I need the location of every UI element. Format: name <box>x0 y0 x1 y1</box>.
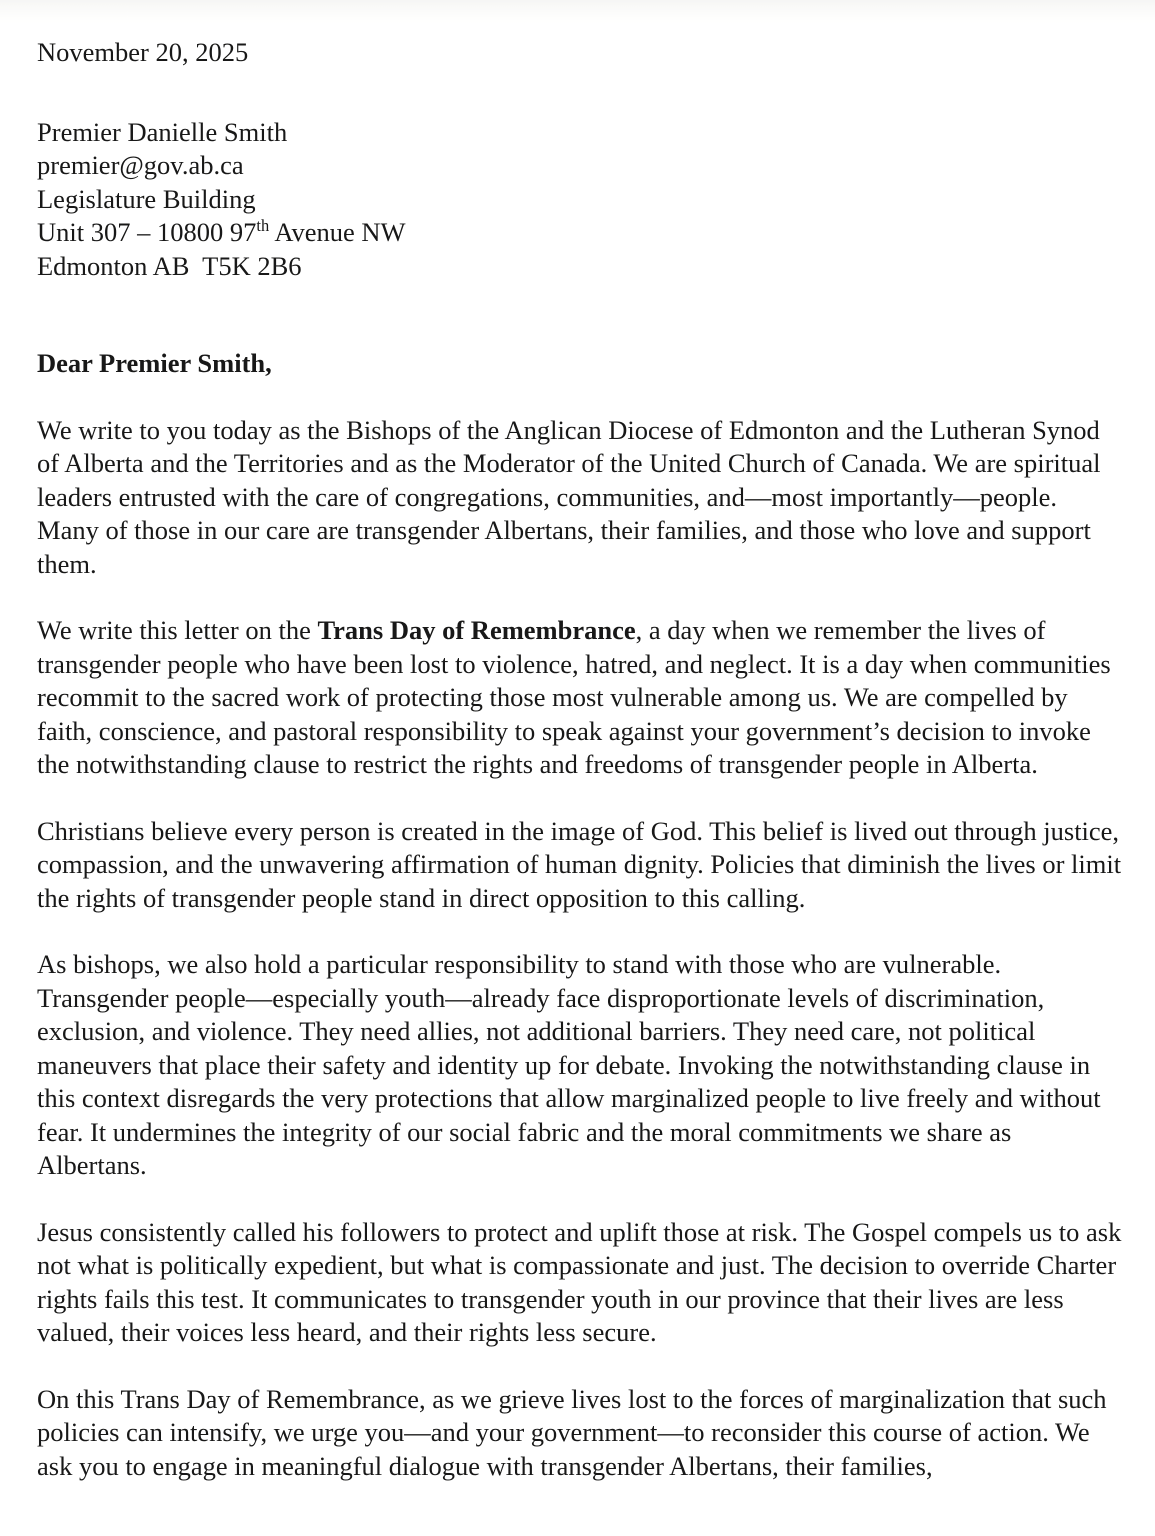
paragraph-call-to-reconsider: On this Trans Day of Remembrance, as we grieve lives lost to the forces of marginalization that such policies can intensify, we urge you—and your government—to reconsider this course of action. We ask you to engage in meaningful dialogue with transgender Albertans, their families, <box>37 1383 1107 1481</box>
salutation: Dear Premier Smith, <box>37 348 272 378</box>
recipient-street <box>37 216 1125 250</box>
letter-date: November 20, 2025 <box>37 37 249 67</box>
paragraph-gospel: Jesus consistently called his followers to protect and uplift those at risk. The Gospel compels us to ask not what is politically expedient, but what is compassionate and just. The decision to override Charter rights fails this test. It communicates to transgender youth in our province that their lives are less valued, their voices less heard, and their rights less secure. <box>37 1216 1122 1347</box>
paragraph-trans-day-rest: , a day when we remember the lives of transgender people who have been lost to violence, hatred, and neglect. It is a day when communities recommit to the sacred work of protecting those most vulnerable among us. We are compelled by faith, conscience, and pastoral responsibility to speak against your government’s decision to invoke the notwithstanding clause to restrict the rights and freedoms of transgender people in Alberta. <box>37 615 1111 779</box>
trans-day-of-remembrance-bold: Trans Day of Remembrance <box>317 615 636 645</box>
street-name: Avenue NW <box>269 217 406 247</box>
paragraph-christian-belief: Christians believe every person is created in the image of God. This belief is lived out through justice, compassion, and the unwavering affirmation of human dignity. Policies that diminish the lives or limit the rights of transgender people stand in direct opposition to this calling. <box>37 815 1122 913</box>
street-number: Unit 307 – 10800 97 <box>37 217 257 247</box>
recipient-address <box>37 116 1125 284</box>
recipient-city-postal: Edmonton AB T5K 2B6 <box>37 250 302 281</box>
recipient-building: Legislature Building <box>37 183 256 214</box>
paragraph-trans-day <box>37 614 1125 782</box>
paragraph-bishops-responsibility: As bishops, we also hold a particular responsibility to stand with those who are vulnerable. Transgender people—especially youth—already face disproportionate levels of discrimination, exclusion, and violence. They need allies, not additional barriers. They need care, not political maneuvers that place their safety and identity up for debate. Invoking the notwithstanding clause in this context disregards the very protections that allow marginalized people to live freely and without fear. It undermines the integrity of our social fabric and the moral commitments we share as Albertans. <box>37 949 1101 1180</box>
paragraph-introduction: We write to you today as the Bishops of the Anglican Diocese of Edmonton and the Lutheran Synod of Alberta and the Territories and as the Moderator of the United Church of Canada. We are spiritual leaders entrusted with the care of congregations, communities, and—most importantly—people. Many of those in our care are transgender Albertans, their families, and those who love and support them. <box>37 414 1101 579</box>
recipient-email: premier@gov.ab.ca <box>37 150 244 180</box>
street-ordinal-superscript: th <box>256 216 270 236</box>
paragraph-trans-day-lead: We write this letter on the <box>37 615 318 645</box>
recipient-name: Premier Danielle Smith <box>37 116 288 147</box>
